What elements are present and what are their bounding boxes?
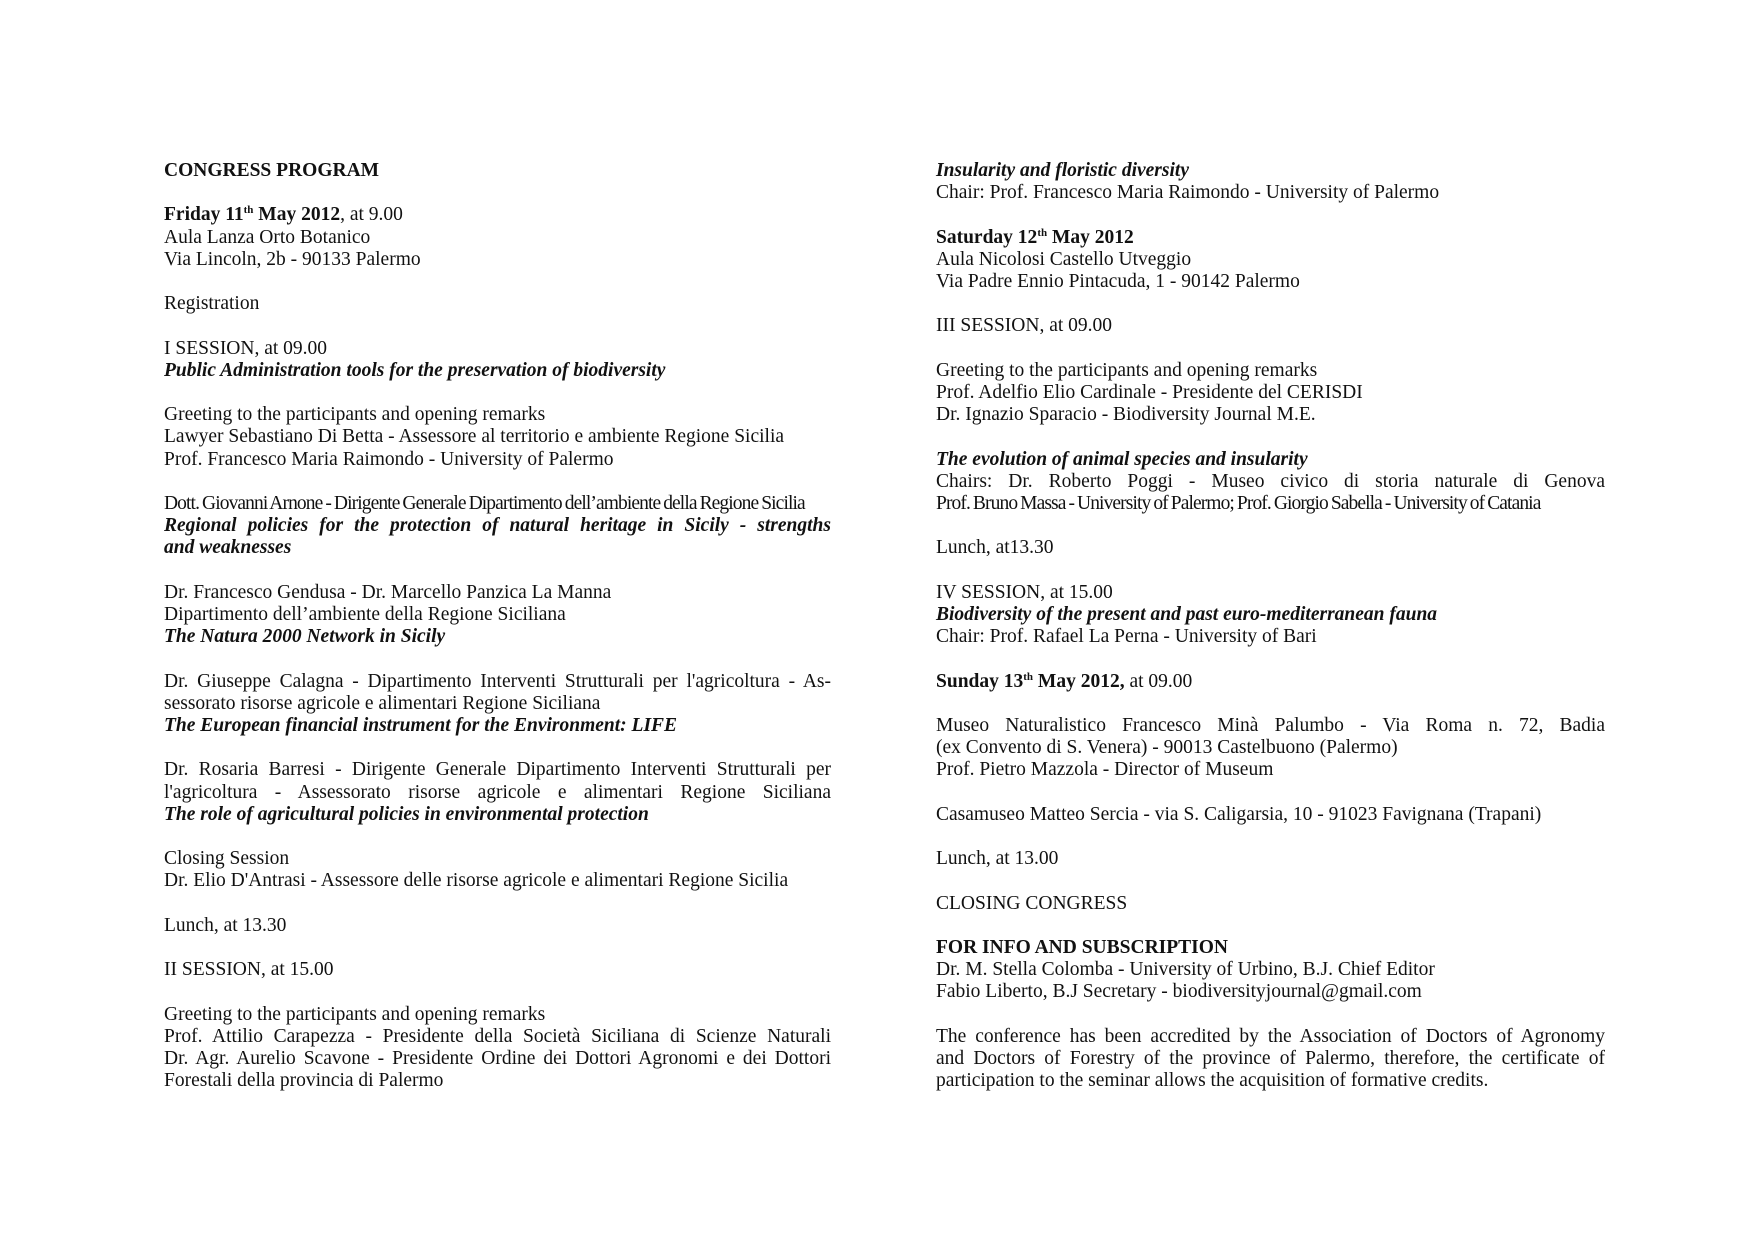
evolution-chairs-line1: Chairs: Dr. Roberto Poggi - Museo civico di storia naturale di Genova xyxy=(936,470,1605,492)
talk2-speaker: Dr. Francesco Gendusa - Dr. Marcello Panzica La Manna xyxy=(164,581,612,603)
talk1-title-line2: and weaknesses xyxy=(164,537,292,559)
session3-speaker1: Prof. Adelfio Elio Cardinale - Presidente del CERISDI xyxy=(936,381,1363,403)
session4-title: Biodiversity of the present and past euro-mediterranean fauna xyxy=(936,603,1438,625)
evolution-chairs-line2: Prof. Bruno Massa - University of Palermo; Prof. Giorgio Sabella - University of Catania xyxy=(936,492,1541,514)
insularity-title: Insularity and floristic diversity xyxy=(936,160,1189,181)
session2-heading: II SESSION, at 15.00 xyxy=(164,959,334,981)
insularity-chair: Chair: Prof. Francesco Maria Raimondo - University of Palermo xyxy=(936,182,1440,204)
friday-address: Via Lincoln, 2b - 90133 Palermo xyxy=(164,248,421,270)
sunday-day: Sunday 13 xyxy=(936,670,1024,692)
program-title: CONGRESS PROGRAM xyxy=(164,160,380,181)
sunday-month-year: May 2012, xyxy=(1033,670,1125,692)
closing-session-speaker: Dr. Elio D'Antrasi - Assessore delle risorse agricole e alimentari Regione Sicilia xyxy=(164,870,789,892)
session1-title: Public Administration tools for the preservation of biodiversity xyxy=(164,359,666,381)
saturday-address: Via Padre Ennio Pintacuda, 1 - 90142 Palermo xyxy=(936,271,1300,292)
session2-speaker3: Forestali della provincia di Palermo xyxy=(164,1070,444,1092)
session1-speaker1: Lawyer Sebastiano Di Betta - Assessore al territorio e ambiente Regione Sicilia xyxy=(164,426,785,448)
talk4-line1: Dr. Rosaria Barresi - Dirigente Generale Dipartimento Interventi Strutturali per xyxy=(164,759,831,781)
talk2-title: The Natura 2000 Network in Sicily xyxy=(164,626,446,648)
friday-lunch: Lunch, at 13.30 xyxy=(164,914,287,936)
talk3-title: The European financial instrument for the Environment: LIFE xyxy=(164,714,678,736)
session3-speaker2: Dr. Ignazio Sparacio - Biodiversity Journal M.E. xyxy=(936,404,1316,426)
session2-speaker1: Prof. Attilio Carapezza - Presidente della Società Siciliana di Scienze Naturali xyxy=(164,1025,831,1047)
talk1-title-line1: Regional policies for the protection of natural heritage in Sicily - strengths xyxy=(164,515,831,537)
session2-greeting: Greeting to the participants and opening remarks xyxy=(164,1003,546,1025)
left-column xyxy=(164,160,831,1092)
session1-greeting: Greeting to the participants and opening remarks xyxy=(164,404,546,426)
talk2-affiliation: Dipartimento dell’ambiente della Regione Siciliana xyxy=(164,603,566,625)
friday-venue: Aula Lanza Orto Botanico xyxy=(164,226,371,248)
saturday-month-year: May 2012 xyxy=(1047,226,1134,248)
saturday-ordinal: th xyxy=(1037,226,1048,239)
session1-heading: I SESSION, at 09.00 xyxy=(164,337,328,359)
sunday-date-line xyxy=(936,671,1605,693)
right-column xyxy=(936,160,1605,1092)
saturday-lunch: Lunch, at13.30 xyxy=(936,537,1054,559)
accreditation-line3: participation to the seminar allows the acquisition of formative credits. xyxy=(936,1070,1489,1092)
info-line2: Fabio Liberto, B.J Secretary - biodiversityjournal@gmail.com xyxy=(936,981,1422,1003)
friday-day: Friday 11 xyxy=(164,204,244,226)
sunday-time: at 09.00 xyxy=(1124,670,1193,692)
talk4-title: The role of agricultural policies in environmental protection xyxy=(164,803,649,825)
friday-time: , at 9.00 xyxy=(340,204,403,226)
info-line1: Dr. M. Stella Colomba - University of Urbino, B.J. Chief Editor xyxy=(936,959,1435,981)
session3-heading: III SESSION, at 09.00 xyxy=(936,315,1113,337)
closing-session-heading: Closing Session xyxy=(164,848,290,870)
museum-line1: Museo Naturalistico Francesco Minà Palumbo - Via Roma n. 72, Badia xyxy=(936,714,1605,736)
evolution-title: The evolution of animal species and insularity xyxy=(936,448,1308,470)
closing-congress: CLOSING CONGRESS xyxy=(936,892,1128,914)
saturday-day: Saturday 12 xyxy=(936,226,1038,248)
registration: Registration xyxy=(164,293,260,315)
saturday-date-line xyxy=(936,227,1605,249)
session3-greeting: Greeting to the participants and opening remarks xyxy=(936,359,1318,381)
friday-ordinal: th xyxy=(243,204,254,217)
session4-chair: Chair: Prof. Rafael La Perna - University of Bari xyxy=(936,626,1317,648)
museum-line2: (ex Convento di S. Venera) - 90013 Castelbuono (Palermo) xyxy=(936,737,1398,759)
talk3-line1: Dr. Giuseppe Calagna - Dipartimento Interventi Strutturali per l'agricoltura - As- xyxy=(164,670,831,692)
friday-date-line xyxy=(164,204,831,226)
accreditation-line1: The conference has been accredited by the Association of Doctors of Agronomy xyxy=(936,1025,1605,1047)
info-heading: FOR INFO AND SUBSCRIPTION xyxy=(936,936,1228,958)
museum-line3: Prof. Pietro Mazzola - Director of Museum xyxy=(936,759,1274,781)
session1-speaker2: Prof. Francesco Maria Raimondo - University of Palermo xyxy=(164,448,614,470)
talk4-line2: l'agricoltura - Assessorato risorse agricole e alimentari Regione Siciliana xyxy=(164,781,831,803)
friday-month-year: May 2012 xyxy=(253,204,341,226)
accreditation-line2: and Doctors of Forestry of the province of Palermo, therefore, the certificate of xyxy=(936,1047,1605,1069)
casamuseo: Casamuseo Matteo Sercia - via S. Caligarsia, 10 - 91023 Favignana (Trapani) xyxy=(936,803,1542,825)
session2-speaker2: Dr. Agr. Aurelio Scavone - Presidente Ordine dei Dottori Agronomi e dei Dottori xyxy=(164,1047,831,1069)
saturday-venue: Aula Nicolosi Castello Utveggio xyxy=(936,248,1192,270)
sunday-ordinal: th xyxy=(1023,670,1034,683)
sunday-lunch: Lunch, at 13.00 xyxy=(936,848,1059,870)
talk3-line2: sessorato risorse agricole e alimentari Regione Siciliana xyxy=(164,692,601,714)
session4-heading: IV SESSION, at 15.00 xyxy=(936,581,1113,603)
talk1-speaker: Dott. Giovanni Arnone - Dirigente Generale Dipartimento dell’ambiente della Regione Sicilia xyxy=(164,492,805,514)
